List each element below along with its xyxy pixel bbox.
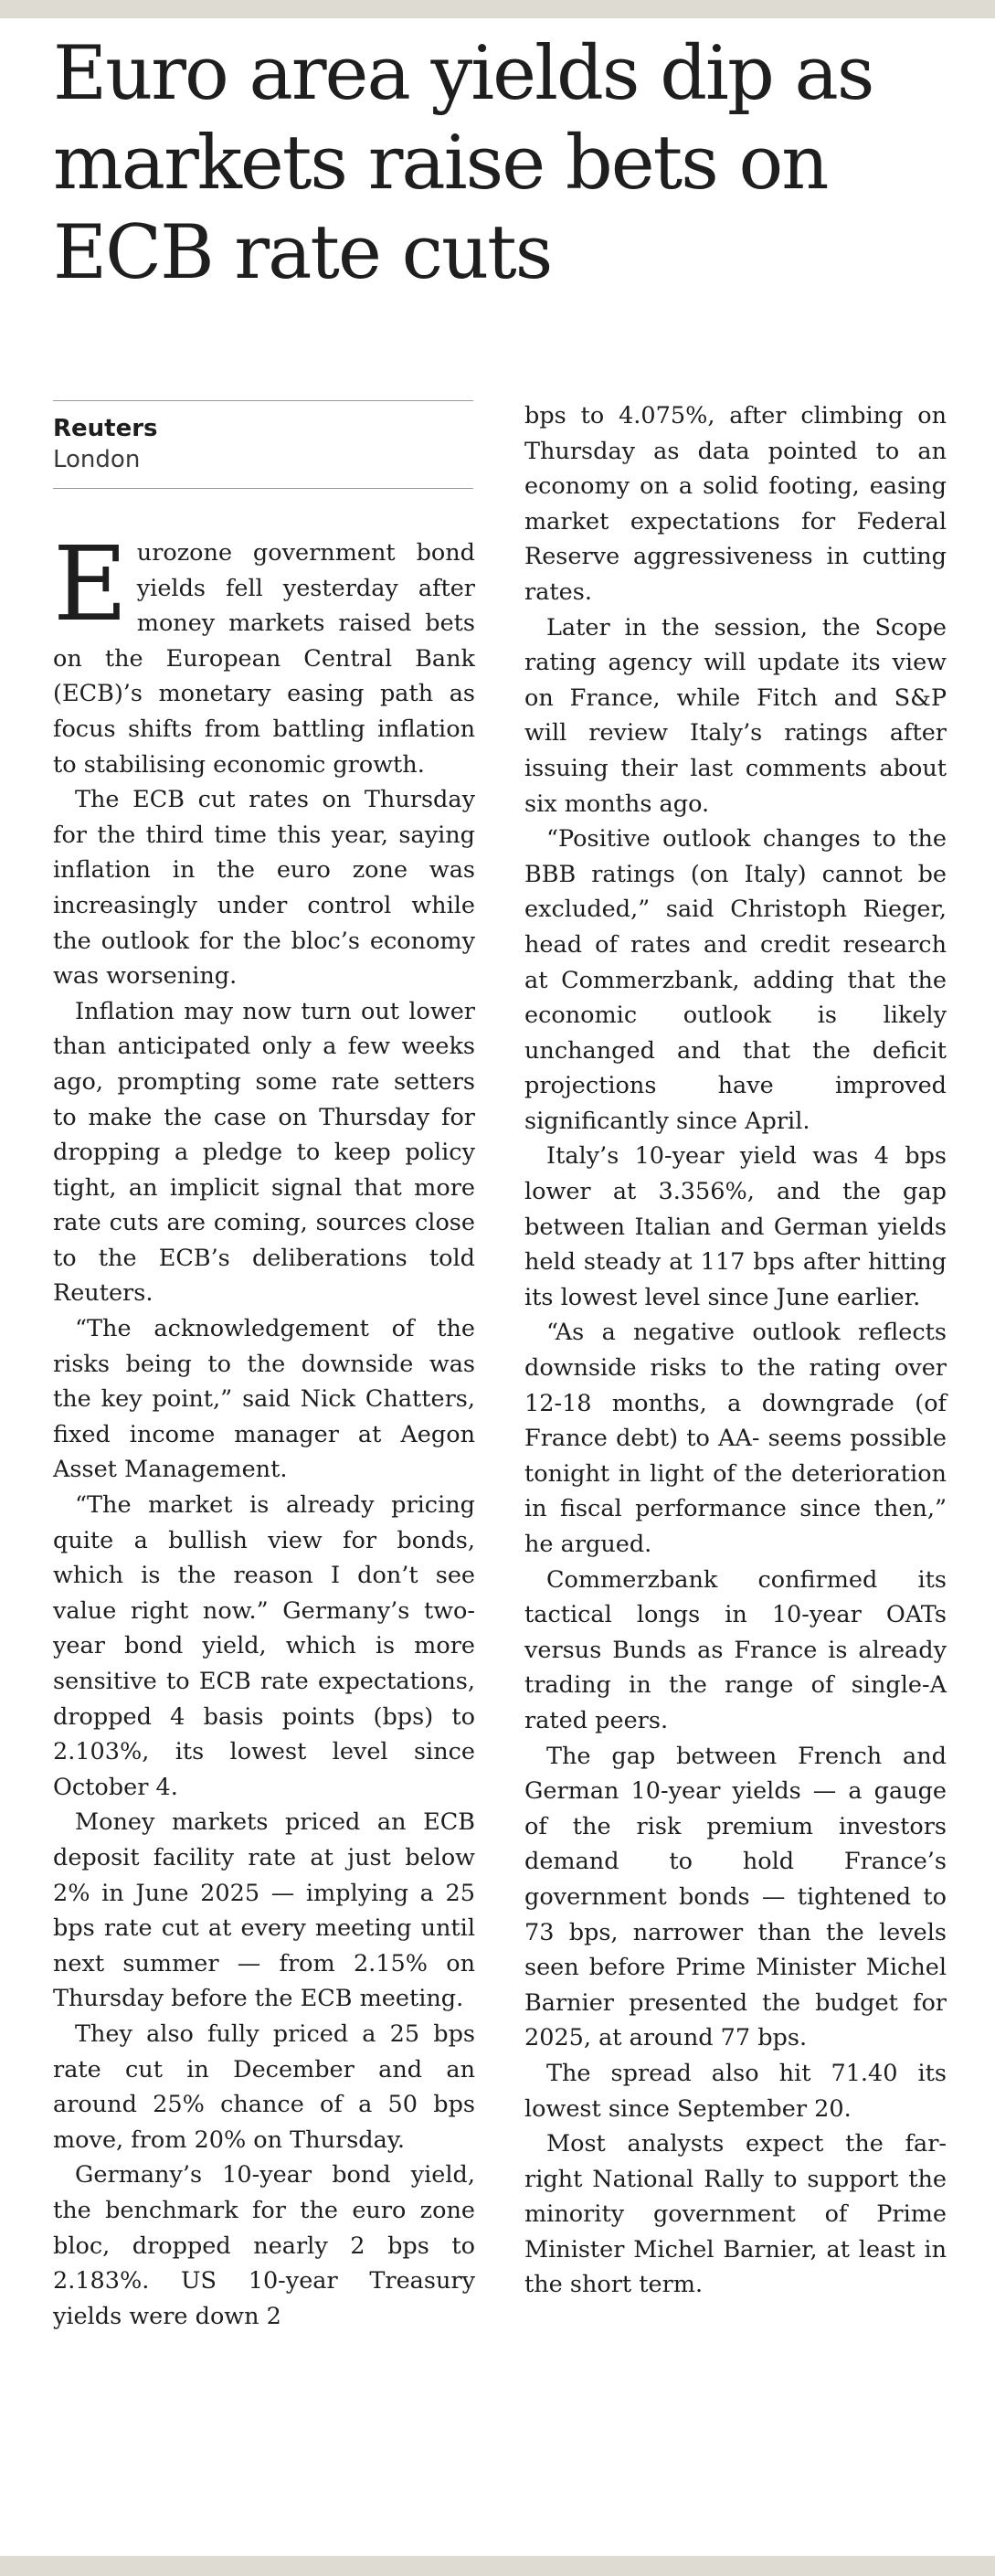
body-paragraph: “As a negative outlook reflects downside risks to the rating over 12-18 months, a downgrade (of France debt) to AA- seems possible tonight in light of the deterioration in fiscal performance since then,” he argued. <box>524 1319 947 1558</box>
drop-cap: E <box>53 525 128 644</box>
body-paragraph: “Positive outlook changes to the BBB ratings (on Italy) cannot be excluded,” said Christoph Rieger, head of rates and credit research at Commerzbank, adding that the economic outlook is likely unchanged and that the deficit projections have improved significantly since April. <box>524 825 947 1135</box>
body-paragraph: Later in the session, the Scope rating agency will update its view on France, while Fitch and S&P will review Italy’s ratings after issuing their last comments about six months ago. <box>524 613 947 818</box>
body-paragraph: The spread also hit 71.40 its lowest since September 20. <box>524 2059 947 2123</box>
headline: Euro area yields dip as markets raise bets on ECB rate cuts <box>53 31 873 296</box>
body-paragraph: Commerzbank confirmed its tactical longs in 10-year OATs versus Bunds as France is already trading in the range of single-A rated peers. <box>524 1565 947 1734</box>
top-border-bar <box>0 0 995 18</box>
article-column-left <box>53 525 475 2500</box>
bottom-border-bar <box>0 2556 995 2576</box>
body-paragraph: The ECB cut rates on Thursday for the third time this year, saying inflation in the euro zone was increasingly under control while the outlook for the bloc’s economy was worsening. <box>53 786 475 991</box>
body-paragraph: “The market is already pricing quite a bullish view for bonds, which is the reason I don’t see value right now.” Germany’s two-year bond yield, which is more sensitive to ECB rate expectations, dropped 4 basis points (bps) to 2.103%, its lowest level since October 4. <box>53 1491 475 1801</box>
body-paragraph: Most analysts expect the far-right National Rally to support the minority government of Prime Minister Michel Barnier, at least in the short term. <box>524 2130 947 2299</box>
continued-paragraph: bps to 4.075%, after climbing on Thursday as data pointed to an economy on a solid footing, easing market expectations for Federal Reserve aggressiveness in cutting rates. <box>524 402 947 606</box>
article-column-right <box>524 398 947 2500</box>
byline-author: Reuters <box>53 415 158 442</box>
lead-paragraph-text: urozone government bond yields fell yesterday after money markets raised bets on the European Central Bank (ECB)’s monetary easing path as focus shifts from battling inflation to stabilising economic growth. <box>53 539 475 779</box>
lead-paragraph <box>53 525 475 782</box>
byline <box>53 400 473 489</box>
body-paragraph: “The acknowledgement of the risks being to the downside was the key point,” said Nick Chatters, fixed income manager at Aegon Asset Management. <box>53 1315 475 1484</box>
body-paragraph: Italy’s 10-year yield was 4 bps lower at 3.356%, and the gap between Italian and German yields held steady at 117 bps after hitting its lowest level since June earlier. <box>524 1142 947 1311</box>
byline-location: London <box>53 446 141 473</box>
body-paragraph: Inflation may now turn out lower than anticipated only a few weeks ago, prompting some rate setters to make the case on Thursday for dropping a pledge to keep policy tight, an implicit signal that more rate cuts are coming, sources close to the ECB’s deliberations told Reuters. <box>53 997 475 1308</box>
body-paragraph: The gap between French and German 10-year yields — a gauge of the risk premium investors demand to hold France’s government bonds — tightened to 73 bps, narrower than the levels seen before Prime Minister Michel Barnier presented the budget for 2025, at around 77 bps. <box>524 1742 947 2052</box>
body-paragraph: Germany’s 10-year bond yield, the benchmark for the euro zone bloc, dropped nearly 2 bps to 2.183%. US 10-year Treasury yields were down 2 <box>53 2161 475 2330</box>
body-paragraph: They also fully priced a 25 bps rate cut in December and an around 25% chance of a 50 bps move, from 20% on Thursday. <box>53 2019 475 2154</box>
body-paragraph: Money markets priced an ECB deposit facility rate at just below 2% in June 2025 — implying a 25 bps rate cut at every meeting until next summer — from 2.15% on Thursday before the ECB meeting. <box>53 1808 475 2013</box>
